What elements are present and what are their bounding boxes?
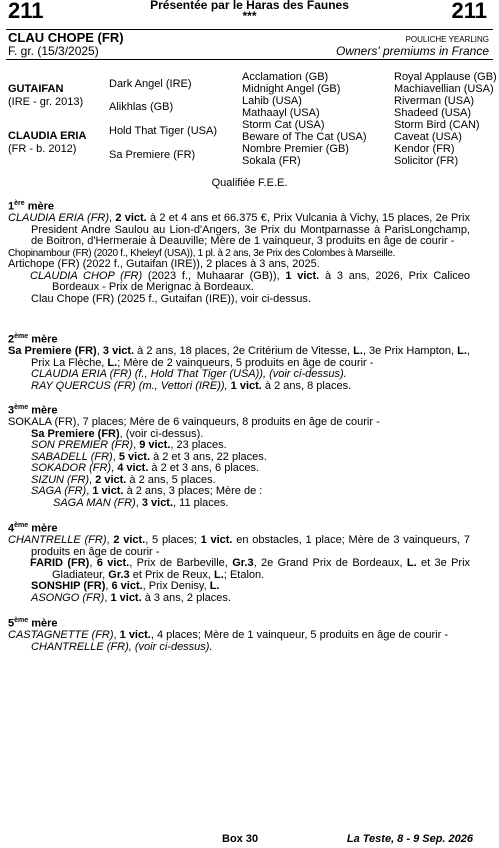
section-third-dam: [8, 402, 470, 509]
horse-details: F. gr. (15/3/2025): [8, 44, 99, 58]
consignor-line: [0, 0, 499, 22]
pedigree-gen4: Riverman (USA): [394, 95, 475, 107]
pedigree-gen3: Storm Cat (USA): [242, 119, 325, 131]
pedigree-gen3: Nombre Premier (GB): [242, 143, 349, 155]
box-number: Box 30: [222, 833, 259, 845]
produce-entry: SONSHIP (FR), 6 vict., Prix Denisy, L.: [31, 580, 220, 593]
pedigree-gen3: Lahib (USA): [242, 95, 302, 107]
section-heading: 4ème mère: [8, 522, 58, 535]
stars: ***: [242, 9, 257, 23]
pedigree-gen4: Royal Applause (GB): [394, 71, 497, 83]
produce-entry: RAY QUERCUS (FR) (m., Vettori (IRE)), 1 vict. à 2 ans, 8 places.: [31, 379, 352, 392]
dam-info: (FR - b. 2012): [8, 143, 77, 155]
pedigree-rule: [6, 59, 493, 60]
produce-entry: SOKADOR (FR), 4 vict. à 2 et 3 ans, 6 places.: [31, 462, 260, 475]
pedigree-gen3: Sokala (FR): [242, 155, 301, 167]
produce-entry: CLAUDIA CHOP (FR) (2023 f., Muhaarar (GB)), 1 vict. à 3 ans, 2026, Prix Caliceo Bordeaux - Prix de Merignac à Bordeaux.: [30, 269, 471, 294]
pedigree-gen4: Storm Bird (CAN): [394, 119, 480, 131]
produce-entry: SABADELL (FR), 5 vict. à 2 et 3 ans, 22 places.: [31, 450, 267, 463]
section-heading: 5ème mère: [8, 617, 58, 630]
pedigree-gen3: Acclamation (GB): [242, 71, 329, 83]
produce-entry: SIZUN (FR), 2 vict. à 2 ans, 5 places.: [31, 473, 216, 486]
produce-entry: CLAUDIA ERIA (FR) (f., Hold That Tiger (USA)), (voir ci-dessus).: [31, 368, 347, 381]
lot-number-right: 211: [451, 0, 487, 23]
horse-category: POULICHE YEARLING: [405, 35, 489, 44]
qualification: Qualifiée F.E.E.: [211, 177, 288, 189]
pedigree-gen2: Hold That Tiger (USA): [109, 125, 218, 137]
pedigree-gen2: Sa Premiere (FR): [109, 149, 196, 161]
dam: [8, 130, 86, 142]
produce-entry: Sa Premiere (FR), (voir ci-dessus).: [31, 427, 204, 440]
produce-entry: Clau Chope (FR) (2025 f., Gutaifan (IRE)), voir ci-dessus.: [31, 292, 311, 305]
consignor-text: Présentée par le Haras des Faunes: [150, 0, 349, 12]
sire: [8, 83, 63, 95]
dam-entry: CASTAGNETTE (FR), 1 vict., 4 places; Mère de 1 vainqueur, 5 produits en âge de courir -: [8, 629, 449, 642]
lot-number-left: 211: [8, 0, 44, 23]
pedigree-gen3: Beware of The Cat (USA): [242, 131, 367, 143]
pedigree-gen4: Solicitor (FR): [394, 155, 459, 167]
dam-entry: Sa Premiere (FR), 3 vict. à 2 ans, 18 places, 2e Critérium de Vitesse, L., 3e Prix Hampton, L., Prix La Flèche, L.; Mère de 2 vainqueurs, 5 produits en âge de courir -: [8, 345, 470, 369]
section-heading: 3ème mère: [8, 404, 58, 417]
dam-entry: CLAUDIA ERIA (FR), 2 vict. à 2 et 4 ans et 66.375 €, Prix Vulcania à Vichy, 15 places, 2e Prix President Andre Saulou au Lion-d'Angers, 3e Prix du Montparnasse à ParisLongchamp, de Boitron, d'Hermeraie à Deauville; Mère de 1 vainqueur, 3 produits en âge de courir -: [8, 212, 471, 248]
section-heading: 2ème mère: [8, 333, 58, 346]
pedigree-gen3: Midnight Angel (GB): [242, 83, 341, 95]
horse-name: CLAU CHOPE (FR): [8, 30, 124, 45]
section-fourth-dam: [8, 520, 470, 604]
section-fifth-dam: [8, 615, 470, 653]
section-first-dam: [8, 198, 470, 305]
section-heading: 1ère mère: [8, 200, 54, 213]
produce-entry: SON PREMIER (FR), 9 vict., 23 places.: [31, 439, 227, 452]
dam-entry: SOKALA (FR), 7 places; Mère de 6 vainqueurs, 8 produits en âge de courir -: [8, 416, 380, 429]
pedigree-gen4: Shadeed (USA): [394, 107, 472, 119]
produce-entry: CHANTRELLE (FR), (voir ci-dessus).: [31, 640, 213, 653]
sire-info: (IRE - gr. 2013): [8, 96, 84, 108]
pedigree-gen4: Caveat (USA): [394, 131, 462, 143]
section-second-dam: [8, 331, 470, 392]
pedigree-gen2: Dark Angel (IRE): [109, 78, 192, 90]
produce-entry: SAGA MAN (FR), 3 vict., 11 places.: [53, 496, 229, 509]
pedigree-gen3: Mathaayl (USA): [242, 107, 320, 119]
owners-premiums-note: Owners' premiums in France: [336, 44, 489, 58]
pedigree-gen2: Alikhlas (GB): [109, 101, 174, 113]
produce-entry: SAGA (FR), 1 vict. à 2 ans, 3 places; Mère de :: [31, 485, 263, 498]
produce-entry: Chopinambour (FR) (2020 f., Kheleyf (USA)), 1 pl. à 2 ans, 3e Prix des Colombes à Marseille.: [8, 247, 396, 259]
produce-entry: FARID (FR), 6 vict., Prix de Barbeville, Gr.3, 2e Grand Prix de Bordeaux, L. et 3e Prix Gladiateur, Gr.3 et Prix de Reux, L.; Etalon.: [30, 557, 471, 581]
sale-info: La Teste, 8 - 9 Sep. 2026: [346, 833, 473, 845]
dam-entry: CHANTRELLE (FR), 2 vict., 5 places; 1 vict. en obstacles, 1 place; Mère de 3 vainqueurs, 7 produits en âge de courir -: [8, 534, 470, 558]
dam-name: CLAUDIA ERIA: [8, 130, 87, 142]
pedigree-gen4: Kendor (FR): [394, 143, 455, 155]
produce-entry: Artichope (FR) (2022 f., Gutaifan (IRE)), 2 places à 3 ans, 2025.: [8, 258, 320, 271]
pedigree-gen4: Machiavellian (USA): [394, 83, 494, 95]
produce-entry: ASONGO (FR), 1 vict. à 3 ans, 2 places.: [31, 591, 231, 604]
sire-name: GUTAIFAN: [8, 83, 64, 95]
